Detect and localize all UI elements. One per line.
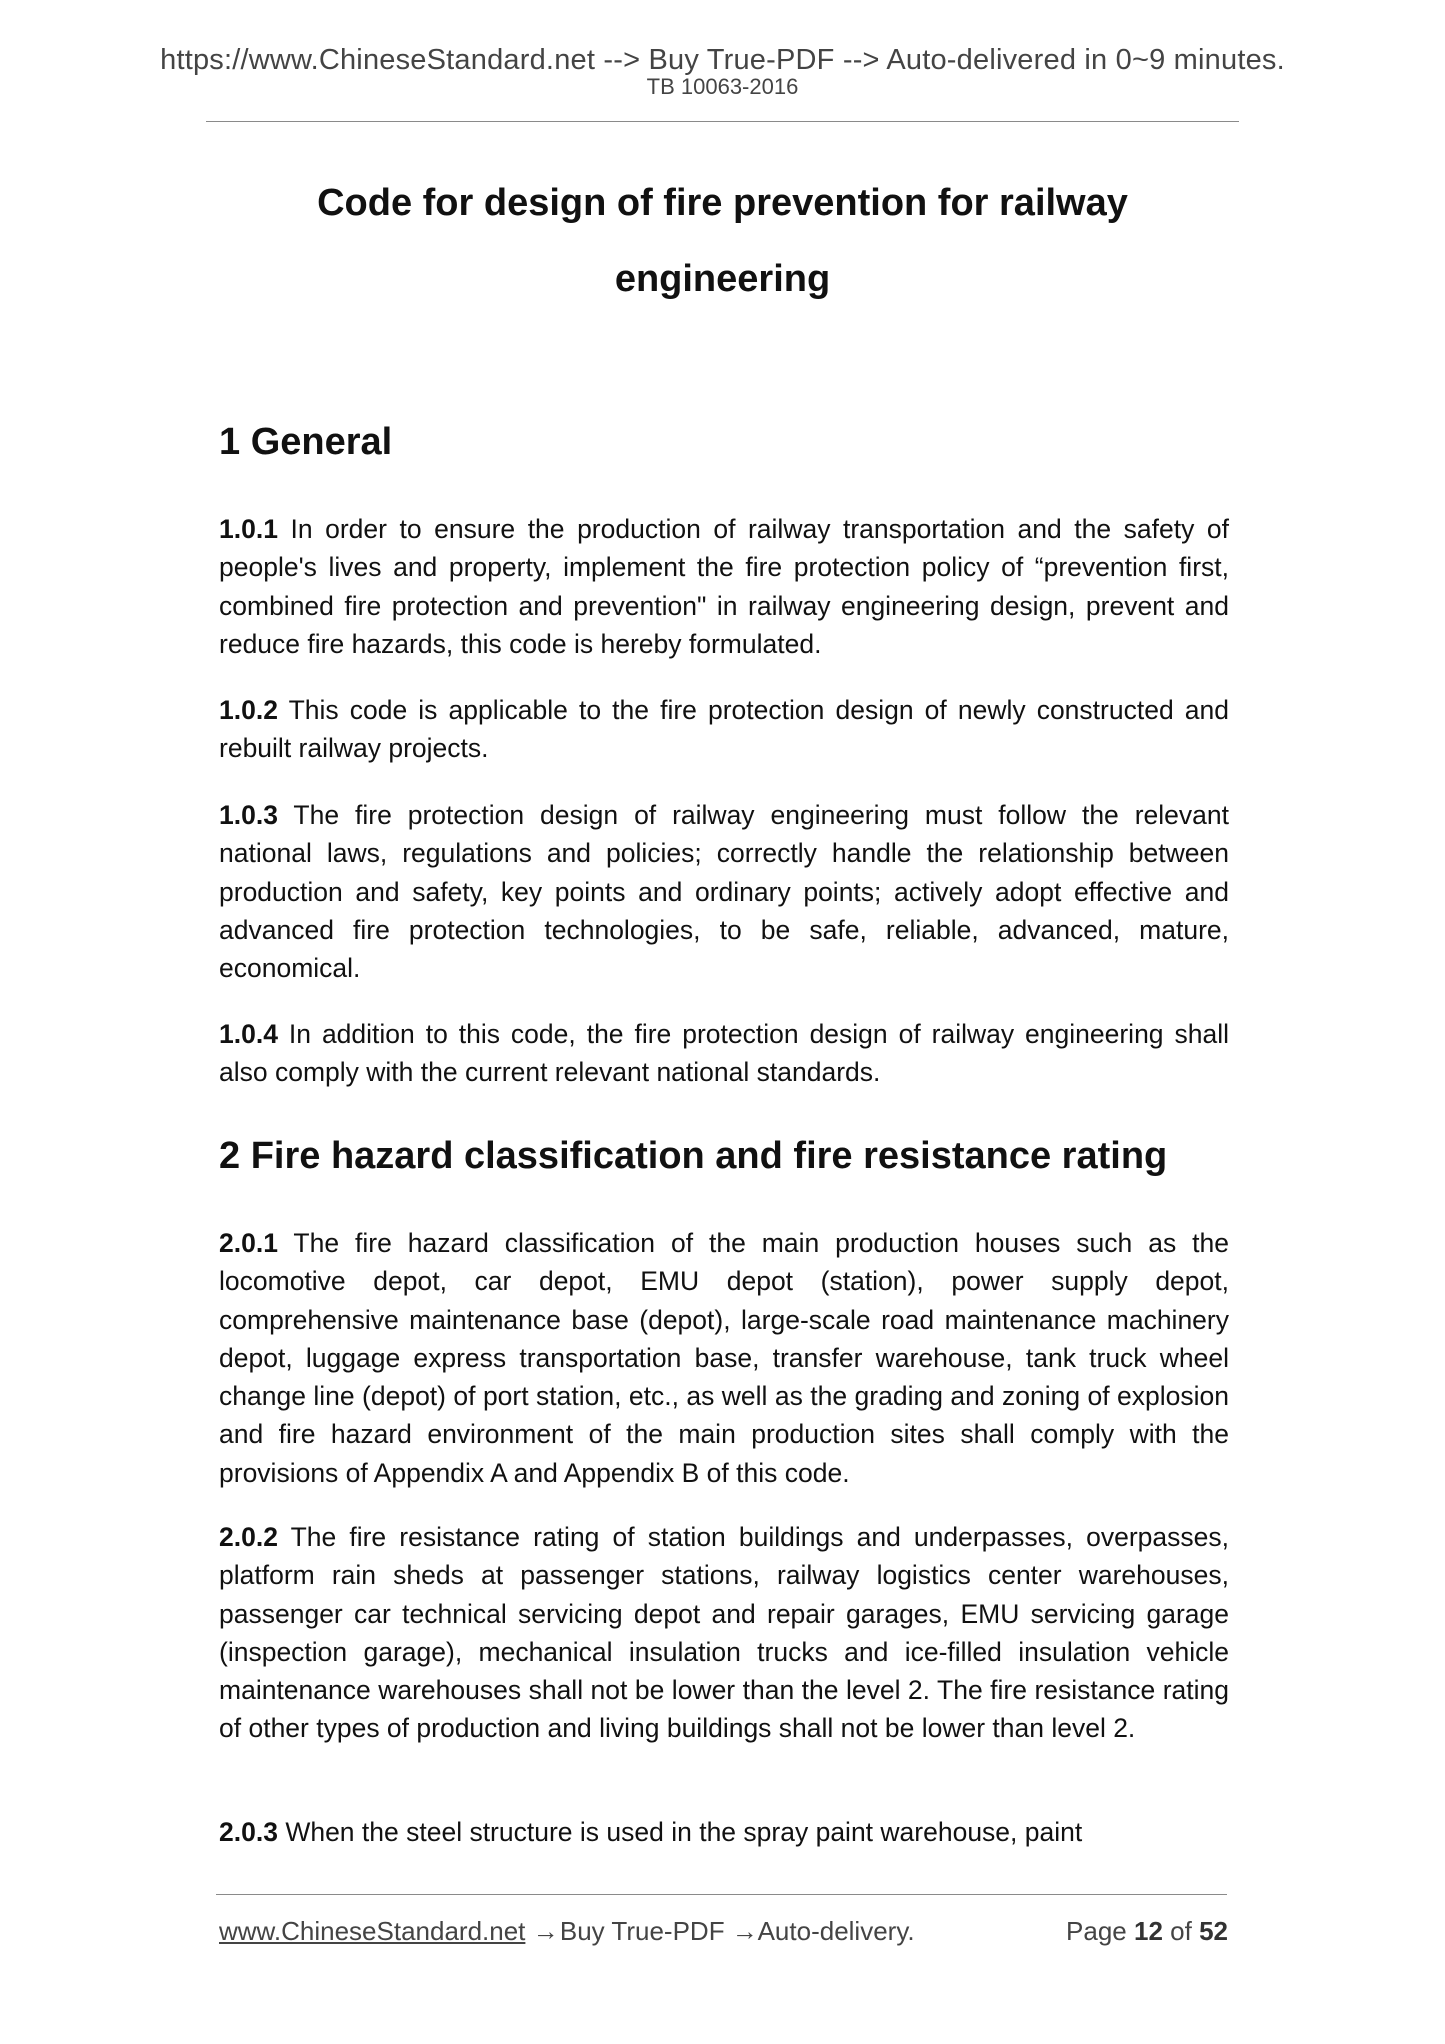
total-pages: 52 [1199,1916,1228,1946]
clause-number: 1.0.2 [219,695,278,725]
clause-1-0-2 [219,691,1229,768]
section-heading-fire-hazard: 2 Fire hazard classification and fire resistance rating [219,1135,1168,1177]
document-title-line-2: engineering [614,258,831,300]
clause-text: In order to ensure the production of railway transportation and the safety of people's lives and property, implement the fire protection policy of “prevention first, combined fire protection and prevention" in railway engineering design, prevent and reduce fire hazards, this code is hereby formulated. [219,514,1229,659]
clause-2-0-2 [219,1518,1229,1748]
delivery-text: Auto-delivery. [751,1916,915,1946]
site-link[interactable]: www.ChineseStandard.net [219,1916,526,1946]
clause-text: This code is applicable to the fire protection design of newly constructed and rebuilt railway projects. [219,695,1229,764]
footer-promo [219,1916,915,1947]
footer-divider [216,1894,1227,1895]
clause-text: The fire hazard classification of the main production houses such as the locomotive depot, car depot, EMU depot (station), power supply depot, comprehensive maintenance base (depot), large-scale road maintenance machinery depot, luggage express transportation base, transfer warehouse, tank truck wheel change line (depot) of port station, etc., as well as the grading and zoning of explosion and fire hazard environment of the main production sites shall comply with the provisions of Appendix A and Appendix B of this code. [219,1228,1229,1488]
standard-code: TB 10063-2016 [646,74,799,99]
clause-2-0-1 [219,1224,1229,1492]
buy-text: Buy True-PDF [552,1916,732,1946]
header-banner: https://www.ChineseStandard.net --> Buy True-PDF --> Auto-delivered in 0~9 minutes. [160,44,1285,76]
clause-1-0-3 [219,796,1229,987]
document-title [160,165,1285,317]
document-title-line-1: Code for design of fire prevention for railway [317,182,1128,224]
clause-number: 2.0.3 [219,1817,278,1847]
page-footer [219,1916,1229,1952]
page-number: 12 [1134,1916,1163,1946]
clause-number: 1.0.4 [219,1019,278,1049]
page-label: Page [1066,1916,1127,1946]
clause-2-0-3 [219,1813,1229,1851]
right-arrow-icon: → [532,1916,559,1946]
clause-number: 1.0.1 [219,514,278,544]
right-arrow-icon: → [731,1916,758,1946]
clause-text: When the steel structure is used in the spray paint warehouse, paint [277,1817,1083,1847]
of-label: of [1170,1916,1192,1946]
section-heading-general: 1 General [219,421,393,463]
clause-1-0-4 [219,1015,1229,1092]
page-indicator [1066,1916,1228,1947]
clause-text: The fire protection design of railway engineering must follow the relevant national laws, regulations and policies; correctly handle the relationship between production and safety, key points and ordinary points; actively adopt effective and advanced fire protection technologies, to be safe, reliable, advanced, mature, economical. [219,800,1229,984]
clause-text: In addition to this code, the fire protection design of railway engineering shall also comply with the current relevant national standards. [219,1019,1229,1088]
clause-text: The fire resistance rating of station buildings and underpasses, overpasses, platform rain sheds at passenger stations, railway logistics center warehouses, passenger car technical servicing depot and repair garages, EMU servicing garage (inspection garage), mechanical insulation trucks and ice-filled insulation vehicle maintenance warehouses shall not be lower than the level 2. The fire resistance rating of other types of production and living buildings shall not be lower than level 2. [219,1522,1229,1744]
clause-number: 1.0.3 [219,800,278,830]
clause-1-0-1 [219,510,1229,663]
clause-number: 2.0.2 [219,1522,278,1552]
clause-number: 2.0.1 [219,1228,278,1258]
header-divider [206,121,1239,122]
